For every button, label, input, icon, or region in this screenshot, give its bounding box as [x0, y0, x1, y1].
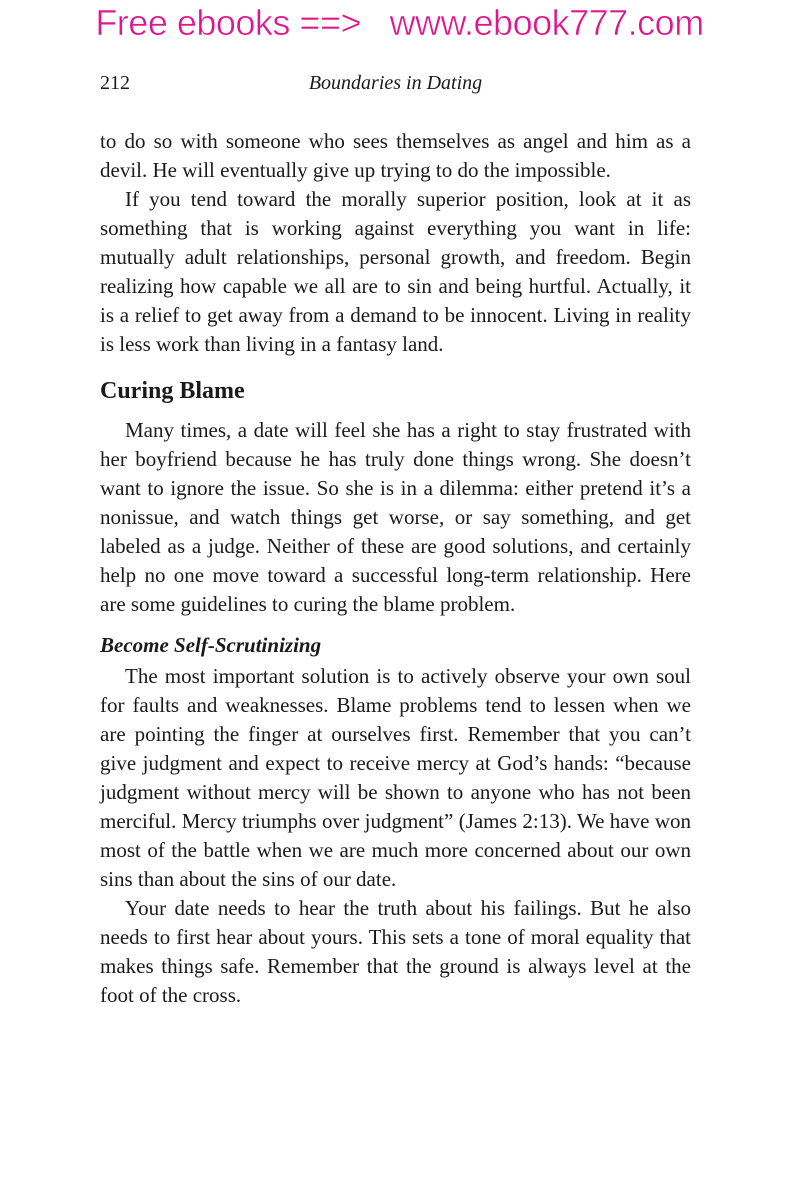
banner-right-text: www.ebook777.com [389, 2, 704, 43]
running-title: Boundaries in Dating [308, 72, 483, 94]
section-heading: Curing Blame [100, 378, 245, 404]
paragraph-curing-blame: Many times, a date will feel she has a right to stay frustrated with her boyfriend because he has truly done things wrong. She doesn’t want to ignore the issue. So she is in a dilemma: either pretend it’s a nonissue, and watch things get worse, or say something, and get labeled as a judge. Neither of these are good solutions, and certainly help no one move toward a successful long-term relationship. Here are some guidelines to curing the blame problem. [100, 418, 691, 616]
page-body [100, 127, 691, 1010]
watermark-banner [0, 2, 799, 44]
paragraph-continued: to do so with someone who sees themselves as angel and him as a devil. He will eventually give up trying to do the impossible. [100, 129, 691, 182]
running-head [100, 72, 691, 98]
paragraph-self-scrutiny: The most important solution is to actively observe your own soul for faults and weaknesses. Blame problems tend to lessen when we are pointing the finger at ourselves first. Remember that you can’t give judgment and expect to receive mercy at God’s hands: “because judgment without mercy will be shown to anyone who has not been merciful. Mercy triumphs over judgment” (James 2:13). We have won most of the battle when we are much more concerned about our own sins than about the sins of our date. [100, 664, 691, 891]
paragraph-moral-equality: Your date needs to hear the truth about his failings. But he also needs to first hear about yours. This sets a tone of moral equality that makes things safe. Remember that the ground is always level at the foot of the cross. [100, 896, 691, 1007]
subsection-heading: Become Self-Scrutinizing [100, 633, 322, 657]
paragraph-moral-superiority: If you tend toward the morally superior position, look at it as something that is working against everything you want in life: mutually adult relationships, personal growth, and freedom. Begin realizing how capable we all are to sin and being hurtful. Actually, it is a relief to get away from a demand to be innocent. Living in reality is less work than living in a fantasy land. [100, 187, 691, 356]
banner-left-text: Free ebooks ==> [95, 2, 361, 43]
page-number: 212 [100, 72, 130, 94]
